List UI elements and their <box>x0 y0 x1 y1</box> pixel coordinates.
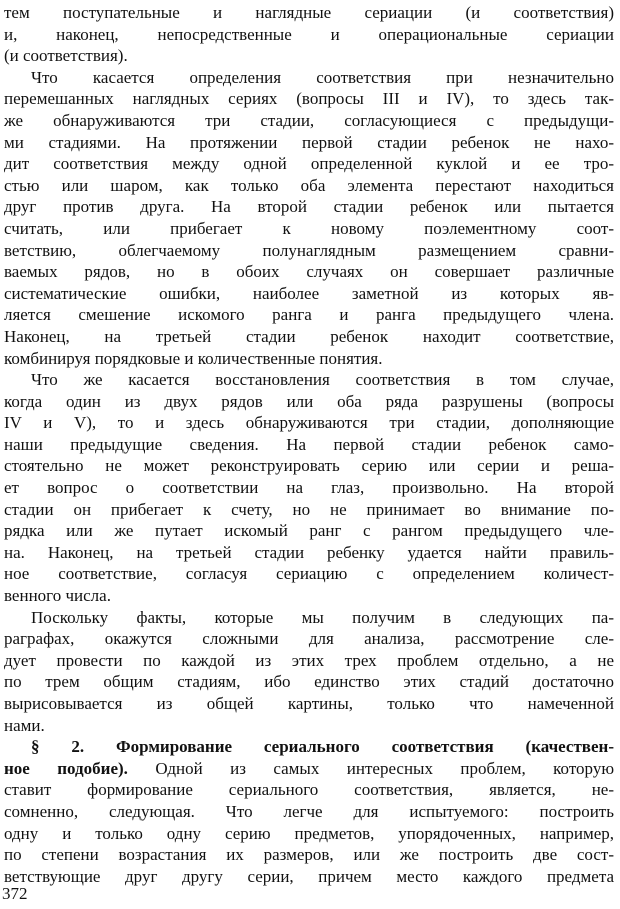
para-method <box>4 607 614 737</box>
section-text: Одной из самых интересных проблем, которую <box>155 758 615 778</box>
text-line: дит соответствия между одной определенной куклой и ее тро- <box>4 154 614 174</box>
text-line: ветствующие друг другу серии, причем место каждого предмета <box>4 866 614 886</box>
text-line: и, наконец, непосредственные и операциональные сериации <box>4 24 614 44</box>
text-line: наши предыдущие сведения. На первой стадии ребенок само- <box>4 434 614 454</box>
text-line: на. Наконец, на третьей стадии ребенку удается найти правиль- <box>4 542 614 562</box>
text-line: ет вопрос о соответствии на глаз, произвольно. На второй <box>4 478 614 498</box>
para-continuation <box>4 2 614 67</box>
text-line: тем поступательные и наглядные сериации (и соответствия) <box>4 3 614 22</box>
text-line: сомненно, следующая. Что легче для испытуемого: построить <box>4 801 614 821</box>
text-line: ставит формирование сериального соответствия, является, не- <box>4 780 614 800</box>
text-line: рядка или же путает искомый ранг с рангом предыдущего чле- <box>4 521 614 541</box>
section-2 <box>4 736 614 887</box>
text-line: стадии он прибегает к счету, но не принимает во внимание по- <box>4 499 614 519</box>
text-line: одну и только одну серию предметов, упорядоченных, например, <box>4 823 614 843</box>
section-heading: § 2. Формирование сериального соответствия (качествен- <box>31 737 614 757</box>
text-line: ми стадиями. На протяжении первой стадии ребенок не нахо- <box>4 132 614 152</box>
text-line: (и соответствия). <box>4 46 128 66</box>
text-line: систематические ошибки, наиболее заметной из которых яв- <box>4 283 614 303</box>
section-heading-cont: ное подобие). <box>4 758 128 778</box>
text-line: же обнаруживаются три стадии, согласующиеся с предыдущи- <box>4 110 614 130</box>
text-line: ваемых рядов, но в обоих случаях он совершает различные <box>4 262 614 282</box>
text-line: ляется смешение искомого ранга и ранга предыдущего члена. <box>4 305 614 325</box>
text-line: Что же касается восстановления соответствия в том случае, <box>31 370 614 390</box>
text-line: комбинируя порядковые и количественные понятия. <box>4 348 383 368</box>
text-line: стью или шаром, как только оба элемента перестают находиться <box>4 175 614 195</box>
text-line: по степени возрастания их размеров, или же построить две сост- <box>4 845 614 865</box>
text-line: ное соответствие, согласуя сериацию с определением количест- <box>4 564 614 584</box>
text-line: венного числа. <box>4 586 111 606</box>
text-line: Наконец, на третьей стадии ребенок находит соответствие, <box>4 326 614 346</box>
text-line: Что касается определения соответствия при незначительно <box>31 67 614 87</box>
text-line: когда один из двух рядов или оба ряда разрушены (вопросы <box>4 391 614 411</box>
text-line: перемешанных наглядных сериях (вопросы III и IV), то здесь так- <box>4 89 614 109</box>
page-number: 372 <box>2 884 28 903</box>
text-line: дует провести по каждой из этих трех проблем отдельно, а не <box>4 650 614 670</box>
text-line: нами. <box>4 715 45 735</box>
text-line: считать, или прибегает к новому поэлементному соот- <box>4 218 614 238</box>
text-line <box>4 758 614 780</box>
text-line: раграфах, окажутся сложными для анализа, рассмотрение сле- <box>4 629 614 649</box>
text-line: IV и V), то и здесь обнаруживаются три стадии, дополняющие <box>4 413 614 433</box>
text-line: друг против друга. На второй стадии ребенок или пытается <box>4 197 614 217</box>
text-line: вырисовывается из общей картины, только что намеченной <box>4 694 614 713</box>
text-line: стоятельно не может реконструировать серию или серии и реша- <box>4 456 614 476</box>
text-line: ветствию, облегчаемому полунаглядным размещением сравни- <box>4 240 614 260</box>
text-line: Поскольку факты, которые мы получим в следующих па- <box>31 607 614 627</box>
para-visual-series <box>4 67 614 369</box>
body-text <box>4 2 614 887</box>
para-restoration <box>4 369 614 607</box>
text-line: по трем общим стадиям, ибо единство этих стадий достаточно <box>4 672 614 692</box>
